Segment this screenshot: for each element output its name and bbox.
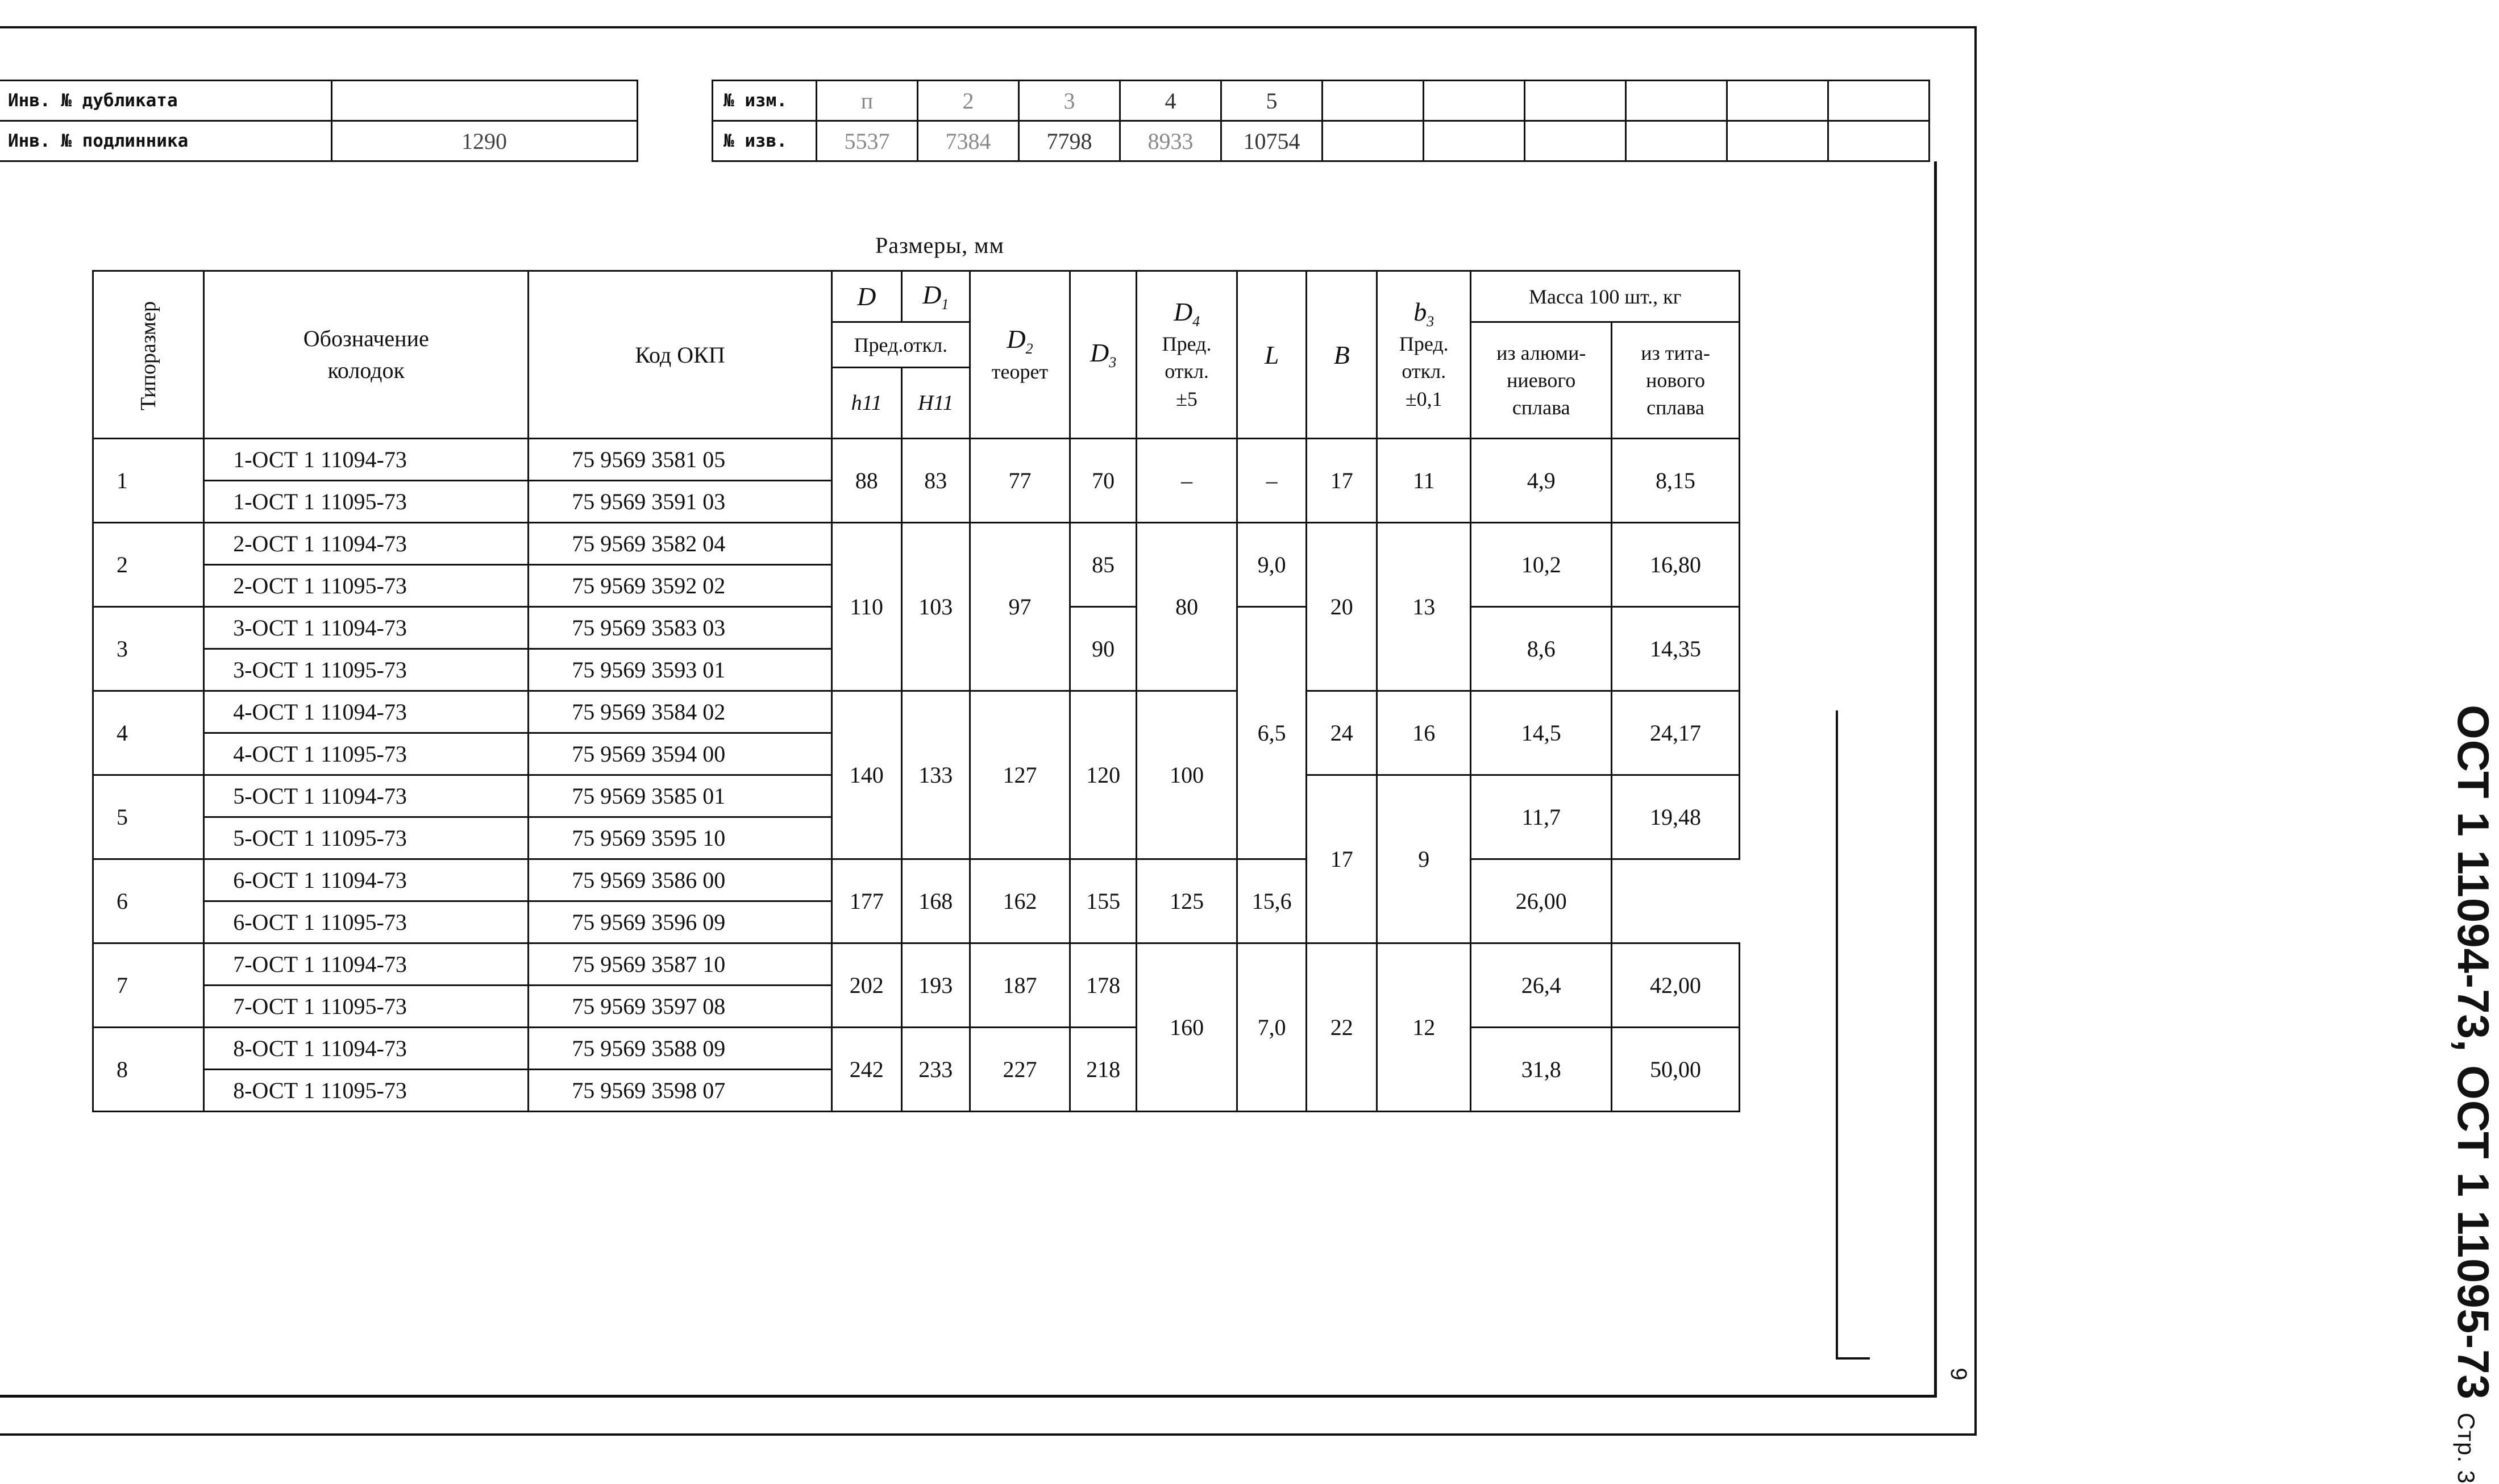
- cell-L: 9,0: [1237, 523, 1306, 607]
- cell-okp-code: 75 9569 3588 09: [529, 1028, 832, 1070]
- cell-designation: 1-ОСТ 1 11095-73: [204, 481, 529, 523]
- revision-cell: п: [817, 81, 918, 121]
- cell-mass-al: 11,7: [1471, 775, 1612, 859]
- cell-designation: 6-ОСТ 1 11094-73: [204, 859, 529, 901]
- header-D4: $D_4$ Пред. откл. ±5: [1137, 271, 1237, 439]
- cell-B: 24: [1307, 691, 1377, 775]
- revision-cell: 3: [1019, 81, 1120, 121]
- cell-D2: 187: [970, 943, 1070, 1028]
- header-D1: $D_1$: [901, 271, 970, 322]
- revision-cell: 5537: [817, 121, 918, 161]
- stamp-value: [331, 81, 637, 121]
- cell-designation: 7-ОСТ 1 11095-73: [204, 986, 529, 1028]
- header-kod: Код ОКП: [529, 271, 832, 439]
- frame-inner-horizontal-line: [0, 1395, 1937, 1398]
- cell-mass-al: 8,6: [1471, 607, 1612, 691]
- cell-D2: 127: [970, 691, 1070, 859]
- cell-mass-ti: 19,48: [1612, 775, 1740, 859]
- cell-tiporazmer: 6: [93, 859, 204, 943]
- cell-D: 140: [831, 691, 901, 859]
- revision-cell: 4: [1120, 81, 1221, 121]
- revision-cell: [1828, 121, 1930, 161]
- cell-b3: 11: [1377, 439, 1471, 523]
- cell-designation: 5-ОСТ 1 11094-73: [204, 775, 529, 817]
- page-number: 9: [1946, 1367, 1971, 1381]
- cell-D4: 100: [1137, 691, 1237, 859]
- cell-tiporazmer: 5: [93, 775, 204, 859]
- header-D: D: [831, 271, 901, 322]
- cell-D3: 70: [1070, 439, 1137, 523]
- header-mass-ti: из тита- нового сплава: [1612, 322, 1740, 439]
- cell-okp-code: 75 9569 3595 10: [529, 817, 832, 859]
- cell-okp-code: 75 9569 3586 00: [529, 859, 832, 901]
- cell-L: 7,0: [1237, 943, 1306, 1112]
- cell-D4: –: [1137, 439, 1237, 523]
- cell-D4: 80: [1137, 523, 1237, 691]
- frame-inner-vertical-line: [1934, 161, 1937, 1395]
- cell-mass-ti: 42,00: [1612, 943, 1740, 1028]
- cell-designation: 2-ОСТ 1 11095-73: [204, 565, 529, 607]
- revision-row-notice: [713, 121, 1930, 161]
- revision-cell: 10754: [1221, 121, 1323, 161]
- stamp-value: 1290: [331, 121, 637, 161]
- table-row: [93, 439, 1740, 481]
- cell-mass-al: 14,5: [1471, 691, 1612, 775]
- inventory-stamp: [0, 80, 638, 162]
- cell-D: 88: [831, 439, 901, 523]
- cell-B: 17: [1307, 775, 1377, 943]
- header-row: [93, 271, 1740, 322]
- cell-D1: 103: [901, 523, 970, 691]
- cell-mass-al: 26,4: [1471, 943, 1612, 1028]
- cell-b3: 9: [1377, 775, 1471, 943]
- cell-b3: 16: [1377, 691, 1471, 775]
- revision-cell: [1626, 81, 1727, 121]
- stamp-row-duplicate: [0, 81, 637, 121]
- header-b3: $b_3$ Пред. откл. ±0,1: [1377, 271, 1471, 439]
- revision-cell: [1323, 121, 1424, 161]
- revision-cell: [1525, 121, 1626, 161]
- cell-D: 202: [831, 943, 901, 1028]
- revision-row-change: [713, 81, 1930, 121]
- cell-D1: 168: [901, 859, 970, 943]
- cell-okp-code: 75 9569 3592 02: [529, 565, 832, 607]
- cell-tiporazmer: 8: [93, 1028, 204, 1112]
- cell-mass-ti: 26,00: [1471, 859, 1612, 943]
- revision-cell: [1424, 121, 1525, 161]
- cell-D3: 120: [1070, 691, 1137, 859]
- header-h11: h11: [831, 368, 901, 439]
- cell-designation: 4-ОСТ 1 11094-73: [204, 691, 529, 733]
- cell-D2: 97: [970, 523, 1070, 691]
- header-tiporazmer: Типоразмер: [93, 271, 204, 439]
- cell-D2: 162: [970, 859, 1070, 943]
- revision-cell: 5: [1221, 81, 1323, 121]
- revision-cell: [1828, 81, 1930, 121]
- cell-okp-code: 75 9569 3594 00: [529, 733, 832, 775]
- cell-mass-ti: 8,15: [1612, 439, 1740, 523]
- revision-label: № изм.: [713, 81, 817, 121]
- cell-D3: 90: [1070, 607, 1137, 691]
- cell-L: –: [1237, 439, 1306, 523]
- cell-okp-code: 75 9569 3593 01: [529, 649, 832, 691]
- header-massa: Масса 100 шт., кг: [1471, 271, 1740, 322]
- cell-D: 177: [831, 859, 901, 943]
- cell-D2: 227: [970, 1028, 1070, 1112]
- cell-tiporazmer: 2: [93, 523, 204, 607]
- page-label: Стр. 3: [2453, 1412, 2480, 1484]
- side-title-block: [1837, 705, 2498, 1484]
- standard-designation: [2447, 705, 2499, 1484]
- header-L: L: [1237, 271, 1306, 439]
- cell-mass-al: 4,9: [1471, 439, 1612, 523]
- revision-cell: [1727, 121, 1828, 161]
- cell-b3: 13: [1377, 523, 1471, 691]
- cell-L: 6,5: [1237, 607, 1306, 859]
- standard-title: ОСТ 1 11094-73, ОСТ 1 11095-73: [2448, 705, 2498, 1400]
- cell-B: 17: [1307, 439, 1377, 523]
- cell-b3: 12: [1377, 943, 1471, 1112]
- cell-mass-ti: 16,80: [1612, 523, 1740, 607]
- header-mass-al: из алюми- ниевого сплава: [1471, 322, 1612, 439]
- cell-D3: 218: [1070, 1028, 1137, 1112]
- cell-okp-code: 75 9569 3598 07: [529, 1070, 832, 1112]
- stamp-label: Инв. № подлинника: [0, 121, 331, 161]
- revision-cell: [1525, 81, 1626, 121]
- cell-designation: 1-ОСТ 1 11094-73: [204, 439, 529, 481]
- cell-D4: 160: [1137, 943, 1237, 1112]
- table-row: [93, 859, 1740, 901]
- cell-designation: 6-ОСТ 1 11095-73: [204, 901, 529, 943]
- cell-mass-ti: 24,17: [1612, 691, 1740, 775]
- cell-okp-code: 75 9569 3597 08: [529, 986, 832, 1028]
- cell-tiporazmer: 7: [93, 943, 204, 1028]
- cell-D1: 193: [901, 943, 970, 1028]
- cell-okp-code: 75 9569 3581 05: [529, 439, 832, 481]
- cell-okp-code: 75 9569 3585 01: [529, 775, 832, 817]
- cell-D: 110: [831, 523, 901, 691]
- header-oboznachenie: Обозначение колодок: [204, 271, 529, 439]
- cell-D: 242: [831, 1028, 901, 1112]
- header-B: B: [1307, 271, 1377, 439]
- cell-okp-code: 75 9569 3582 04: [529, 523, 832, 565]
- revision-stamp: [712, 80, 1930, 162]
- cell-D1: 133: [901, 691, 970, 859]
- cell-mass-ti: 14,35: [1612, 607, 1740, 691]
- cell-okp-code: 75 9569 3591 03: [529, 481, 832, 523]
- header-D3: $D_3$: [1070, 271, 1137, 439]
- cell-B: 22: [1307, 943, 1377, 1112]
- table-row: [93, 1028, 1740, 1070]
- cell-D4: 125: [1137, 859, 1237, 943]
- cell-D1: 83: [901, 439, 970, 523]
- header-D2: $D_2$ теорет: [970, 271, 1070, 439]
- dimensions-table: [92, 270, 1740, 1112]
- cell-D3: 155: [1070, 859, 1137, 943]
- cell-okp-code: 75 9569 3596 09: [529, 901, 832, 943]
- cell-mass-al: 31,8: [1471, 1028, 1612, 1112]
- revision-cell: [1727, 81, 1828, 121]
- cell-D1: 233: [901, 1028, 970, 1112]
- cell-okp-code: 75 9569 3587 10: [529, 943, 832, 986]
- revision-cell: 8933: [1120, 121, 1221, 161]
- table-row: [93, 523, 1740, 565]
- cell-tiporazmer: 4: [93, 691, 204, 775]
- header-H11: H11: [901, 368, 970, 439]
- cell-mass-ti: 50,00: [1612, 1028, 1740, 1112]
- cell-designation: 3-ОСТ 1 11094-73: [204, 607, 529, 649]
- table-row: [93, 691, 1740, 733]
- revision-cell: [1323, 81, 1424, 121]
- stamp-label: Инв. № дубликата: [0, 81, 331, 121]
- cell-designation: 3-ОСТ 1 11095-73: [204, 649, 529, 691]
- cell-B: 20: [1307, 523, 1377, 691]
- revision-cell: 2: [918, 81, 1019, 121]
- stamp-row-original: [0, 121, 637, 161]
- table-caption: Размеры, мм: [875, 232, 1004, 258]
- cell-tiporazmer: 1: [93, 439, 204, 523]
- revision-cell: [1626, 121, 1727, 161]
- cell-tiporazmer: 3: [93, 607, 204, 691]
- revision-cell: 7798: [1019, 121, 1120, 161]
- cell-D3: 85: [1070, 523, 1137, 607]
- cell-okp-code: 75 9569 3584 02: [529, 691, 832, 733]
- revision-cell: 7384: [918, 121, 1019, 161]
- cell-okp-code: 75 9569 3583 03: [529, 607, 832, 649]
- cell-designation: 4-ОСТ 1 11095-73: [204, 733, 529, 775]
- cell-designation: 8-ОСТ 1 11094-73: [204, 1028, 529, 1070]
- cell-D2: 77: [970, 439, 1070, 523]
- cell-designation: 5-ОСТ 1 11095-73: [204, 817, 529, 859]
- table-row: [93, 943, 1740, 986]
- cell-designation: 2-ОСТ 1 11094-73: [204, 523, 529, 565]
- cell-mass-al: 15,6: [1237, 859, 1306, 943]
- revision-cell: [1424, 81, 1525, 121]
- revision-label: № изв.: [713, 121, 817, 161]
- cell-designation: 8-ОСТ 1 11095-73: [204, 1070, 529, 1112]
- cell-D3: 178: [1070, 943, 1137, 1028]
- cell-designation: 7-ОСТ 1 11094-73: [204, 943, 529, 986]
- header-pred-otkl: Пред.откл.: [831, 322, 970, 368]
- cell-mass-al: 10,2: [1471, 523, 1612, 607]
